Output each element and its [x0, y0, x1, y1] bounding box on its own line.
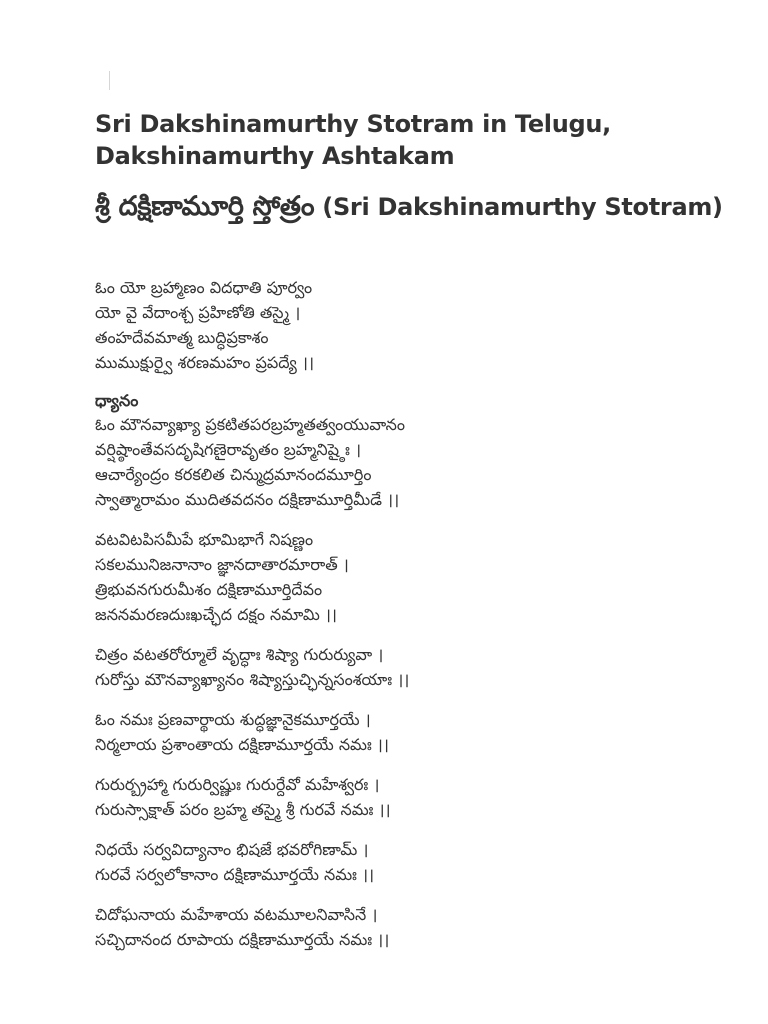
verse-line: యో వై వేదాంశ్చ ప్రహిణోతి తస్మై ।: [95, 303, 301, 322]
verse-line: చిదోఘనాయ మహేశాయ వటమూలనివాసినే ।: [95, 905, 378, 924]
stanza: [95, 390, 735, 512]
verse-line: జననమరణదుఃఖచ్ఛేద దక్షం నమామి ।।: [95, 605, 337, 624]
verse-line: త్రిభువనగురుమీశం దక్షిణామూర్తిదేవం: [95, 580, 323, 599]
stanza: [95, 902, 735, 952]
verse-line: సచ్చిదానంద రూపాయ దక్షిణామూర్తయే నమః ।।: [95, 930, 390, 949]
stanza: [95, 642, 735, 692]
verse-line: నిర్మలాయ ప్రశాంతాయ దక్షిణామూర్తయే నమః ।।: [95, 735, 389, 754]
stanza: [95, 837, 735, 887]
stotram-heading: [95, 190, 735, 224]
page-title: Sri Dakshinamurthy Stotram in Telugu, Dakshinamurthy Ashtakam: [95, 110, 611, 170]
verse-line: గురవే సర్వలోకానాం దక్షిణామూర్తయే నమః ।।: [95, 865, 375, 884]
verse-line: వటవిటపిసమీపే భూమిభాగే నిషణ్ణం: [95, 530, 314, 549]
stotram-heading-telugu: శ్రీ దక్షిణామూర్తి స్తోత్రం: [95, 191, 315, 222]
verse-line: ఆచార్యేంద్రం కరకలిత చిన్ముద్రమానందమూర్తిం: [95, 465, 372, 484]
verse-line: చిత్రం వటతరోర్మూలే వృద్ధాః శిష్యా గురుర్యువా ।: [95, 645, 384, 664]
text-cursor-mark: [109, 71, 110, 90]
verse-line: ఓం యో బ్రహ్మాణం విదధాతి పూర్వం: [95, 278, 313, 297]
verse-line: ఓం నమః ప్రణవార్థాయ శుద్ధజ్ఞానైకమూర్తయే ।: [95, 710, 371, 729]
stanza: [95, 707, 735, 757]
stanza: [95, 527, 735, 627]
verse-line: నిధయే సర్వవిద్యానాం భిషజే భవరోగిణామ్ ।: [95, 840, 369, 859]
verse-line: గురుస్సాక్షాత్ పరం బ్రహ్మ తస్మై శ్రీ గురవే నమః ।।: [95, 800, 391, 819]
verse-line: గురుర్బ్రహ్మా గురుర్విష్ణుః గురుర్దేవో మహేశ్వరః ।: [95, 775, 380, 794]
verse-line: గురోస్తు మౌనవ్యాఖ్యానం శిష్యాస్తుచ్ఛిన్నసంశయాః ।।: [95, 670, 410, 689]
verse-line: వర్షిష్ఠాంతేవసదృషిగణైరావృతం బ్రహ్మనిష్ఠైః ।: [95, 440, 362, 459]
section-heading: ధ్యానం: [95, 391, 139, 410]
verse-line: స్వాత్మారామం ముదితవదనం దక్షిణామూర్తిమీడే ।।: [95, 490, 400, 509]
verse-list: [95, 275, 735, 967]
verse-line: సకలమునిజనానాం జ్ఞానదాతారమారాత్ ।: [95, 555, 349, 574]
stanza: [95, 275, 735, 375]
stotram-heading-english: (Sri Dakshinamurthy Stotram): [322, 193, 723, 221]
verse-line: ముముక్షుర్వై శరణమహం ప్రపద్యే ।।: [95, 353, 315, 372]
verse-line: తంహదేవమాత్మ బుద్ధిప్రకాశం: [95, 328, 269, 347]
verse-line: ఓం మౌనవ్యాఖ్యా ప్రకటితపరబ్రహ్మతత్వంయువానం: [95, 415, 405, 434]
stanza: [95, 772, 735, 822]
